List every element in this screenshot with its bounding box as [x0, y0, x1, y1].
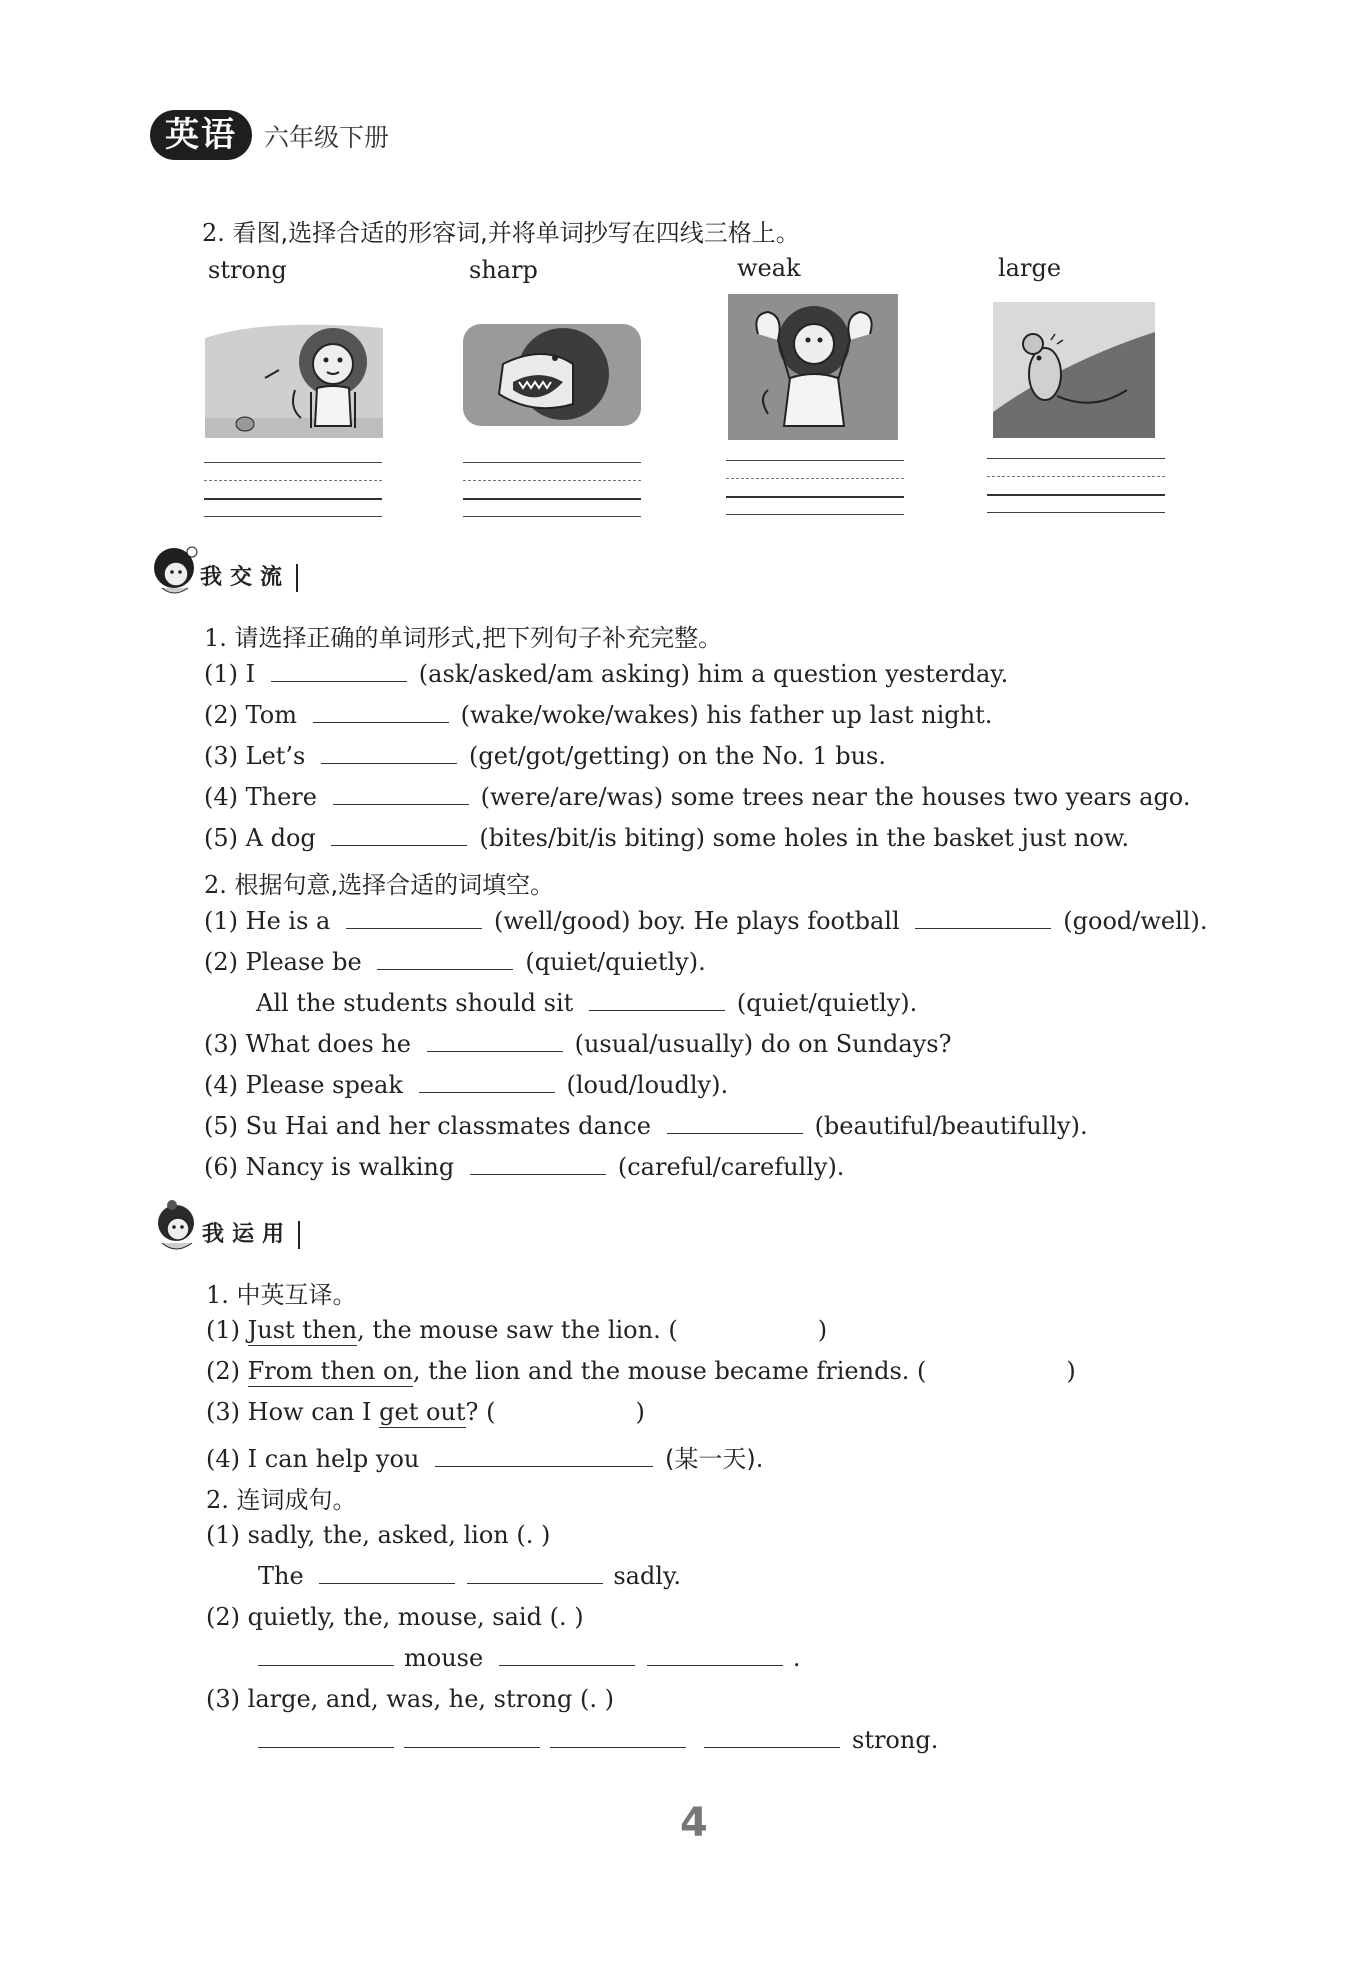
answer-blank[interactable] [321, 743, 457, 764]
answer-blank[interactable] [271, 661, 407, 682]
exercise-item [204, 783, 1190, 811]
item-text: Nancy is walking [245, 1153, 455, 1181]
item-text: There [245, 783, 317, 811]
question-number: 1. [206, 1281, 229, 1309]
muscular-lion-picture [728, 294, 898, 440]
exercise-item [204, 742, 886, 770]
answer-blank[interactable] [313, 702, 449, 723]
cartoon-kid-icon [148, 542, 200, 600]
exercise-item [206, 1439, 763, 1474]
grade-label: 六年级下册 [264, 123, 390, 152]
answer-blank[interactable] [404, 1727, 540, 1748]
paren-close: ) [817, 1316, 828, 1344]
exercise-item [206, 1685, 614, 1713]
underlined-phrase: From then on [247, 1357, 413, 1385]
exercise-item [206, 1521, 550, 1549]
answer-line [258, 1644, 800, 1672]
item-text: A dog [245, 824, 316, 852]
question-number: 2. [206, 1486, 229, 1514]
item-text: (quiet/quietly). [736, 989, 918, 1017]
item-text: (well/good) boy. He plays football [493, 907, 900, 935]
exercise-item [256, 989, 917, 1017]
item-number: (4) [206, 1445, 240, 1473]
exercise-item [204, 701, 992, 729]
item-text: ? [465, 1398, 479, 1426]
lion-mouse-picture [205, 318, 383, 438]
item-text: Please speak [245, 1071, 403, 1099]
question-text: 中英互译。 [236, 1281, 357, 1309]
exercise-item [204, 907, 1207, 935]
paren-open: ( [917, 1357, 927, 1385]
word-option-weak: weak [737, 254, 801, 282]
four-line-grid[interactable] [987, 458, 1165, 512]
scrambled-words: quietly, the, mouse, said (. ) [247, 1603, 584, 1631]
question-text: 根据句意,选择合适的词填空。 [234, 871, 555, 899]
item-text: . [792, 1644, 801, 1672]
answer-blank[interactable] [258, 1727, 394, 1748]
word-option-sharp: sharp [469, 256, 538, 284]
item-number: (4) [204, 1071, 238, 1099]
exercise-item [204, 1112, 1088, 1140]
item-text: sadly. [613, 1562, 681, 1590]
question-number: 2. [202, 219, 225, 247]
item-number: (3) [204, 742, 238, 770]
item-number: (1) [204, 660, 238, 688]
answer-blank[interactable] [346, 908, 482, 929]
sharp-teeth-lion-picture [463, 324, 641, 426]
exercise-item [204, 1153, 844, 1181]
answer-blank[interactable] [704, 1727, 840, 1748]
exercise-item [206, 1357, 1076, 1385]
section-header-communicate [148, 548, 328, 600]
answer-blank[interactable] [589, 990, 725, 1011]
answer-blank[interactable] [435, 1446, 653, 1467]
little-mouse-picture [993, 302, 1155, 438]
item-number: (2) [206, 1603, 240, 1631]
question-heading [206, 1480, 357, 1515]
scrambled-words: large, and, was, he, strong (. ) [247, 1685, 614, 1713]
item-number: (3) [206, 1398, 240, 1426]
paren-open: ( [668, 1316, 678, 1344]
answer-blank[interactable] [647, 1645, 783, 1666]
question-text: 看图,选择合适的形容词,并将单词抄写在四线三格上。 [232, 219, 800, 247]
exercise-item [206, 1316, 827, 1344]
item-number: (1) [206, 1521, 240, 1549]
answer-blank[interactable] [419, 1072, 555, 1093]
answer-line [258, 1562, 681, 1590]
underlined-phrase: Just then [247, 1316, 358, 1344]
item-text: (quiet/quietly). [525, 948, 706, 976]
exercise-item [204, 948, 706, 976]
item-text: Let’s [245, 742, 306, 770]
question-text: 请选择正确的单词形式,把下列句子补充完整。 [234, 624, 723, 652]
answer-blank[interactable] [499, 1645, 635, 1666]
question-heading [204, 618, 722, 653]
question-text: 连词成句。 [236, 1486, 357, 1514]
item-number: (5) [204, 1112, 238, 1140]
item-number: (1) [204, 907, 238, 935]
paren-close: ) [635, 1398, 645, 1426]
item-text: (ask/asked/am asking) him a question yesterday. [418, 660, 1009, 688]
answer-blank[interactable] [550, 1727, 686, 1748]
item-text: Su Hai and her classmates dance [245, 1112, 651, 1140]
answer-blank[interactable] [377, 949, 513, 970]
paren-open: ( [486, 1398, 496, 1426]
item-number: (3) [204, 1030, 238, 1058]
exercise-item [206, 1603, 584, 1631]
item-text: How can I [247, 1398, 372, 1426]
item-text: (wake/woke/wakes) his father up last night. [460, 701, 993, 729]
exercise-item [206, 1398, 645, 1426]
answer-blank[interactable] [915, 908, 1051, 929]
answer-blank[interactable] [467, 1563, 603, 1584]
answer-blank[interactable] [258, 1645, 394, 1666]
item-text: Tom [245, 701, 297, 729]
instruction-picture-words [202, 213, 800, 248]
item-number: (2) [206, 1357, 240, 1385]
item-text: (beautiful/beautifully). [814, 1112, 1088, 1140]
item-text: , the mouse saw the lion. [357, 1316, 661, 1344]
item-text: The [258, 1562, 304, 1590]
section-title: 我交流 [200, 564, 298, 592]
exercise-item [204, 1071, 728, 1099]
four-line-grid[interactable] [204, 462, 382, 516]
exercise-item [204, 824, 1129, 852]
item-text: He is a [245, 907, 331, 935]
item-text: , the lion and the mouse became friends. [412, 1357, 910, 1385]
item-text: Please be [245, 948, 362, 976]
item-text: (good/well). [1063, 907, 1208, 935]
question-number: 2. [204, 871, 227, 899]
item-text: I [245, 660, 256, 688]
item-text: (某一天). [665, 1445, 764, 1473]
item-text: mouse [404, 1644, 484, 1672]
item-text: (were/are/was) some trees near the houses two years ago. [480, 783, 1191, 811]
item-text: I can help you [247, 1445, 420, 1473]
item-text: (usual/usually) do on Sundays? [574, 1030, 952, 1058]
item-number: (5) [204, 824, 238, 852]
item-text: (careful/carefully). [617, 1153, 845, 1181]
four-line-grid[interactable] [726, 460, 904, 514]
word-option-large: large [998, 254, 1062, 282]
item-text: strong. [852, 1726, 939, 1754]
cartoon-girl-icon [150, 1199, 202, 1257]
underlined-phrase: get out [379, 1398, 466, 1426]
question-heading [206, 1275, 357, 1310]
item-text: (bites/bit/is biting) some holes in the basket just now. [479, 824, 1130, 852]
item-number: (1) [206, 1316, 240, 1344]
item-text: (loud/loudly). [566, 1071, 729, 1099]
scrambled-words: sadly, the, asked, lion (. ) [247, 1521, 551, 1549]
item-text: (get/got/getting) on the No. 1 bus. [469, 742, 886, 770]
page-number: 4 [680, 1800, 708, 1846]
item-text: What does he [245, 1030, 411, 1058]
paren-close: ) [1066, 1357, 1076, 1385]
section-header-apply [150, 1205, 330, 1257]
answer-blank[interactable] [319, 1563, 455, 1584]
exercise-item [204, 1030, 951, 1058]
item-number: (6) [204, 1153, 238, 1181]
word-option-strong: strong [208, 256, 287, 284]
question-number: 1. [204, 624, 227, 652]
item-number: (4) [204, 783, 238, 811]
answer-blank[interactable] [331, 825, 467, 846]
item-number: (2) [204, 701, 238, 729]
item-text: All the students should sit [256, 989, 574, 1017]
answer-line [258, 1726, 938, 1754]
question-heading [204, 865, 554, 900]
four-line-grid[interactable] [463, 462, 641, 516]
item-number: (2) [204, 948, 238, 976]
answer-blank[interactable] [470, 1154, 606, 1175]
answer-blank[interactable] [667, 1113, 803, 1134]
item-number: (3) [206, 1685, 240, 1713]
answer-blank[interactable] [333, 784, 469, 805]
subject-logo: 英语 [150, 110, 252, 160]
section-title: 我运用 [202, 1221, 300, 1249]
exercise-item [204, 660, 1008, 688]
answer-blank[interactable] [427, 1031, 563, 1052]
